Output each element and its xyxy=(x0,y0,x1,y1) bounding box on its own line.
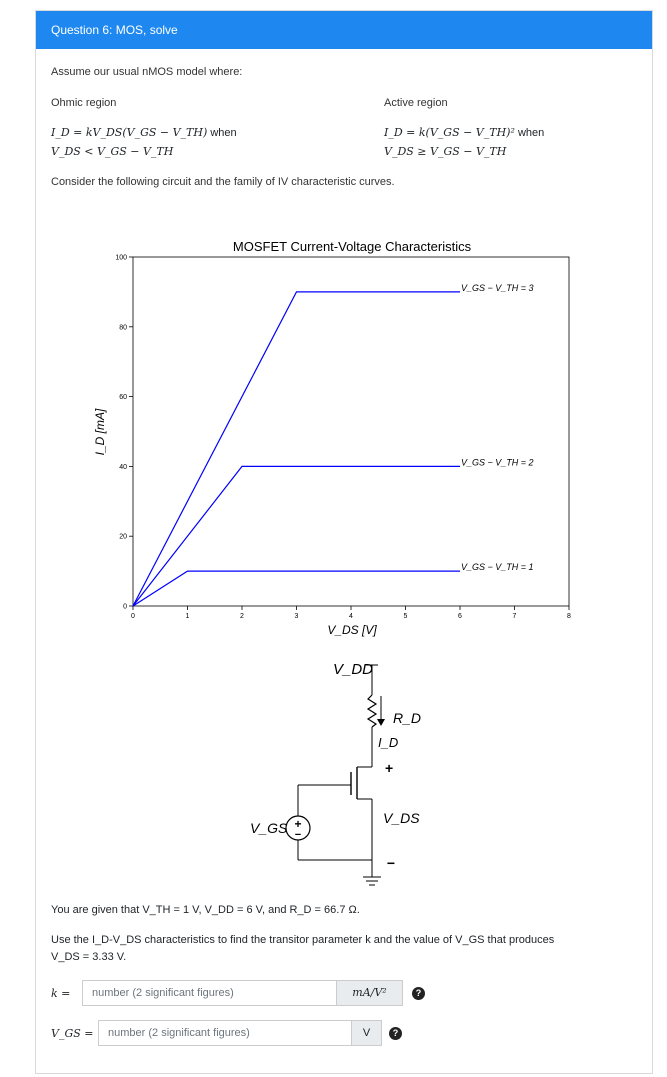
resistor-rd xyxy=(368,695,376,727)
series-line-2 xyxy=(133,466,460,606)
k-help-icon[interactable]: ? xyxy=(412,987,425,1000)
vgs-input[interactable]: number (2 significant figures) xyxy=(98,1020,352,1046)
x-tick-label: 4 xyxy=(349,613,353,620)
x-axis-label: V_DS [V] xyxy=(327,623,377,637)
id-label: I_D xyxy=(378,735,399,750)
x-tick-label: 5 xyxy=(403,613,408,620)
series-label-2: V_GS − V_TH = 2 xyxy=(461,457,534,468)
chart-title: MOSFET Current-Voltage Characteristics xyxy=(232,239,472,254)
x-tick-label: 0 xyxy=(131,613,135,620)
current-arrow-icon xyxy=(377,719,385,726)
active-label: Active region xyxy=(384,97,448,109)
vds-plus: + xyxy=(385,760,394,776)
active-equation: I_D = k(V_GS − V_TH)² xyxy=(384,126,515,139)
question-title: Question 6: MOS, solve xyxy=(36,11,652,49)
vds-label: V_DS xyxy=(383,810,420,826)
series-label-3: V_GS − V_TH = 1 xyxy=(461,562,534,573)
ohmic-equation: I_D = kV_DS(V_GS − V_TH) xyxy=(51,126,208,139)
series-line-3 xyxy=(133,571,460,606)
active-condition: V_DS ≥ V_GS − V_TH xyxy=(384,145,507,158)
given-text: You are given that V_TH = 1 V, V_DD = 6 V, and R_D = 66.7 Ω. xyxy=(51,904,360,916)
ground-icon xyxy=(363,877,381,885)
vgs-answer-label: V_GS = xyxy=(51,1027,94,1040)
y-tick-label: 20 xyxy=(119,533,127,541)
vds-minus: − xyxy=(386,855,396,871)
plot-frame xyxy=(133,257,569,606)
intro-text: Assume our usual nMOS model where: xyxy=(51,66,243,78)
y-tick-label: 0 xyxy=(123,603,127,611)
ohmic-condition: V_DS < V_GS − V_TH xyxy=(51,145,174,158)
y-axis-label: I_D [mA] xyxy=(93,408,107,456)
x-tick-label: 3 xyxy=(294,613,299,620)
vgs-unit: V xyxy=(352,1020,382,1046)
y-tick-label: 80 xyxy=(119,324,127,332)
task-text-line2: V_DS = 3.33 V. xyxy=(51,951,127,963)
k-label: k = xyxy=(51,987,71,1000)
vgs-source-plus: + xyxy=(294,817,302,831)
ohmic-when: when xyxy=(210,127,237,139)
x-tick-label: 8 xyxy=(567,613,571,620)
active-when: when xyxy=(517,127,545,139)
x-tick-label: 2 xyxy=(240,613,244,620)
y-tick-label: 60 xyxy=(119,394,127,402)
k-unit: mA/V² xyxy=(337,980,403,1006)
series-line-1 xyxy=(133,292,460,606)
consider-text: Consider the following circuit and the family of IV characteristic curves. xyxy=(51,176,395,188)
y-tick-label: 100 xyxy=(115,254,127,262)
ohmic-label: Ohmic region xyxy=(51,97,117,109)
x-tick-label: 1 xyxy=(185,613,190,620)
vdd-label: V_DD xyxy=(333,661,374,678)
vgs-label: V_GS xyxy=(250,820,288,836)
circuit-diagram xyxy=(240,655,440,895)
vgs-source-minus: − xyxy=(294,829,302,841)
k-input[interactable]: number (2 significant figures) xyxy=(82,980,337,1006)
rd-label: R_D xyxy=(393,710,422,726)
series-label-1: V_GS − V_TH = 3 xyxy=(461,282,534,293)
x-tick-label: 7 xyxy=(512,613,517,620)
x-tick-label: 6 xyxy=(458,613,462,620)
y-tick-label: 40 xyxy=(119,463,127,471)
iv-chart xyxy=(80,232,580,642)
task-text-line1: Use the I_D-V_DS characteristics to find the transitor parameter k and the value of V_GS that produces xyxy=(51,934,555,946)
vgs-help-icon[interactable]: ? xyxy=(389,1027,402,1040)
